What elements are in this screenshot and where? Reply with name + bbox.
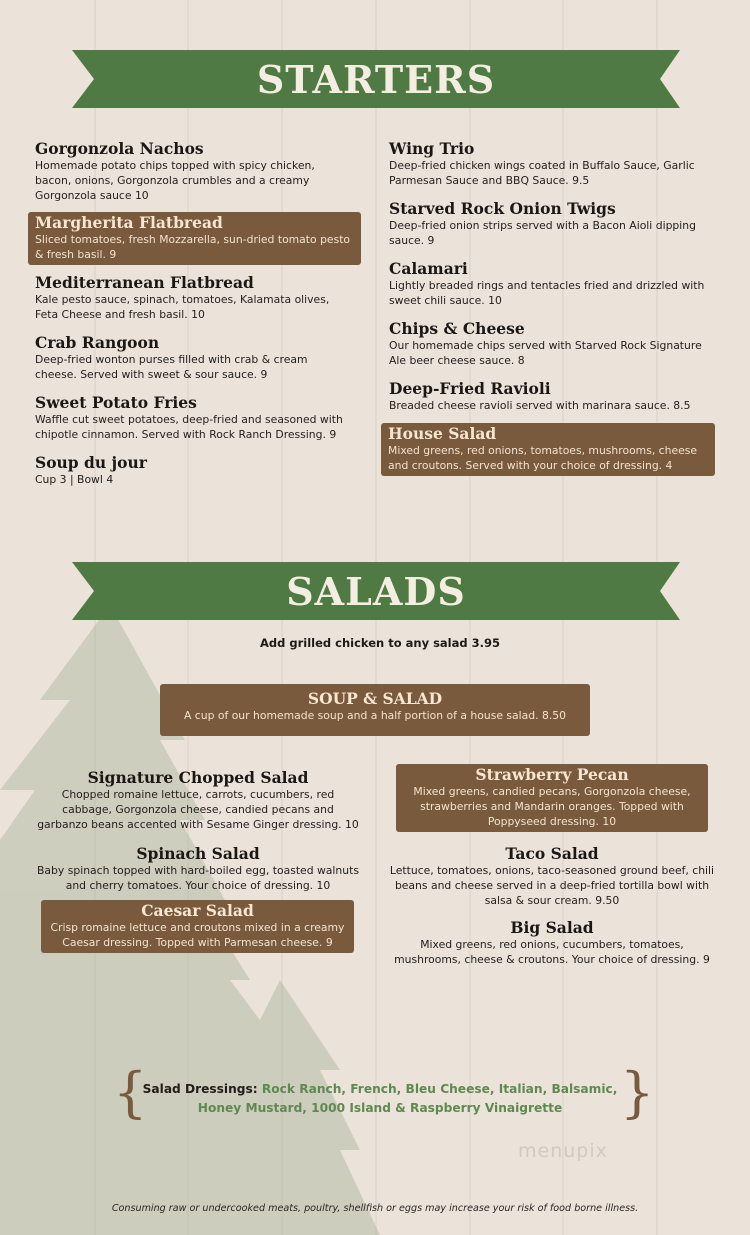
item-description: Mixed greens, candied pecans, Gorgonzola cheese, strawberries and Mandarin oranges. Topped with Poppyseed dressing. 10	[413, 785, 691, 828]
salads-note: Add grilled chicken to any salad 3.95	[260, 636, 500, 650]
menu-item	[35, 394, 350, 442]
menu-item	[35, 140, 335, 203]
item-description: Chopped romaine lettuce, carrots, cucumbers, red cabbage, Gorgonzola cheese, candied pecans and garbanzo beans accented with Sesame Ginger dressing. 10	[37, 788, 359, 831]
item-description: Deep-fried chicken wings coated in Buffalo Sauce, Garlic Parmesan Sauce and BBQ Sauce. 9.5	[389, 159, 695, 187]
item-name: Caesar Salad	[141, 901, 254, 920]
item-description: Baby spinach topped with hard-boiled egg, toasted walnuts and cherry tomatoes. Your choice of dressing. 10	[37, 864, 359, 892]
item-name: Spinach Salad	[136, 844, 260, 863]
item-description: A cup of our homemade soup and a half portion of a house salad. 8.50	[183, 709, 567, 722]
item-name: Starved Rock Onion Twigs	[389, 199, 616, 218]
menu-item	[389, 140, 709, 188]
menu-item-featured	[41, 900, 354, 953]
left-brace-ornament: {	[113, 1061, 148, 1124]
item-description: Deep-fried wonton purses filled with crab & cream cheese. Served with sweet & sour sauce. 9	[35, 353, 308, 381]
item-description: Mixed greens, red onions, tomatoes, mushrooms, cheese and croutons. Served with your choice of dressing. 4	[388, 444, 698, 472]
salads-banner	[72, 560, 680, 622]
item-description: Sliced tomatoes, fresh Mozzarella, sun-dried tomato pesto & fresh basil. 9	[35, 233, 351, 261]
starters-title: STARTERS	[256, 56, 496, 102]
menu-item	[35, 274, 335, 322]
dressings-list: Rock Ranch, French, Bleu Cheese, Italian, Balsamic, Honey Mustard, 1000 Island & Raspberry Vinaigrette	[197, 1082, 618, 1115]
dressings-label: Salad Dressings:	[142, 1082, 258, 1096]
item-description: Waffle cut sweet potatoes, deep-fried and seasoned with chipotle cinnamon. Served with Rock Ranch Dressing. 9	[35, 413, 343, 441]
item-name: Chips & Cheese	[389, 319, 525, 338]
item-name: Margherita Flatbread	[35, 213, 223, 232]
food-safety-disclaimer: Consuming raw or undercooked meats, poultry, shellfish or eggs may increase your risk of food borne illness.	[111, 1203, 639, 1214]
item-name: SOUP & SALAD	[307, 689, 443, 708]
item-name: Gorgonzola Nachos	[35, 139, 204, 158]
item-description: Cup 3 | Bowl 4	[35, 473, 114, 486]
item-description: Mixed greens, red onions, cucumbers, tomatoes, mushrooms, cheese & croutons. Your choice of dressing. 9	[394, 938, 710, 966]
item-name: Strawberry Pecan	[475, 765, 629, 784]
starters-banner	[72, 48, 680, 110]
item-name: Crab Rangoon	[35, 333, 160, 352]
item-name: Big Salad	[510, 918, 594, 937]
menu-item	[389, 260, 709, 308]
item-description: Kale pesto sauce, spinach, tomatoes, Kalamata olives, Feta Cheese and fresh basil. 10	[35, 293, 330, 321]
item-description: Our homemade chips served with Starved Rock Signature Ale beer cheese sauce. 8	[389, 339, 702, 367]
item-description: Lightly breaded rings and tentacles fried and drizzled with sweet chili sauce. 10	[389, 279, 705, 307]
right-brace-ornament: }	[620, 1061, 655, 1124]
item-description: Homemade potato chips topped with spicy chicken, bacon, onions, Gorgonzola crumbles and a creamy Gorgonzola sauce 10	[35, 159, 315, 202]
item-name: Deep-Fried Ravioli	[389, 379, 551, 398]
menu-item	[36, 769, 360, 832]
menu-item	[388, 919, 716, 967]
menu-item-featured	[381, 423, 715, 476]
item-name: Mediterranean Flatbread	[35, 273, 254, 292]
menu-item	[35, 454, 335, 487]
watermark: menupix	[518, 1140, 608, 1162]
item-name: House Salad	[388, 424, 497, 443]
item-description: Crisp romaine lettuce and croutons mixed in a creamy Caesar dressing. Topped with Parmesan cheese. 9	[50, 921, 345, 949]
menu-item	[35, 334, 350, 382]
item-name: Taco Salad	[505, 844, 599, 863]
salads-title: SALADS	[286, 568, 466, 614]
item-description: Breaded cheese ravioli served with marinara sauce. 8.5	[389, 399, 691, 412]
menu-item	[388, 845, 716, 908]
salad-dressings	[140, 1080, 620, 1118]
item-name: Calamari	[389, 259, 468, 278]
menu-item	[389, 320, 709, 368]
menu-item-featured	[28, 212, 361, 265]
menu-item-featured	[396, 764, 708, 832]
item-name: Soup du jour	[35, 453, 147, 472]
item-description: Deep-fried onion strips served with a Bacon Aioli dipping sauce. 9	[389, 219, 696, 247]
item-description: Lettuce, tomatoes, onions, taco-seasoned ground beef, chili beans and cheese served in a deep-fried tortilla bowl with salsa & sour cream. 9.50	[389, 864, 715, 907]
menu-item	[389, 200, 709, 248]
item-name: Sweet Potato Fries	[35, 393, 197, 412]
soup-and-salad-box	[160, 684, 590, 736]
menu-item	[389, 380, 709, 413]
item-name: Signature Chopped Salad	[87, 768, 309, 787]
item-name: Wing Trio	[389, 139, 475, 158]
menu-item	[36, 845, 360, 893]
